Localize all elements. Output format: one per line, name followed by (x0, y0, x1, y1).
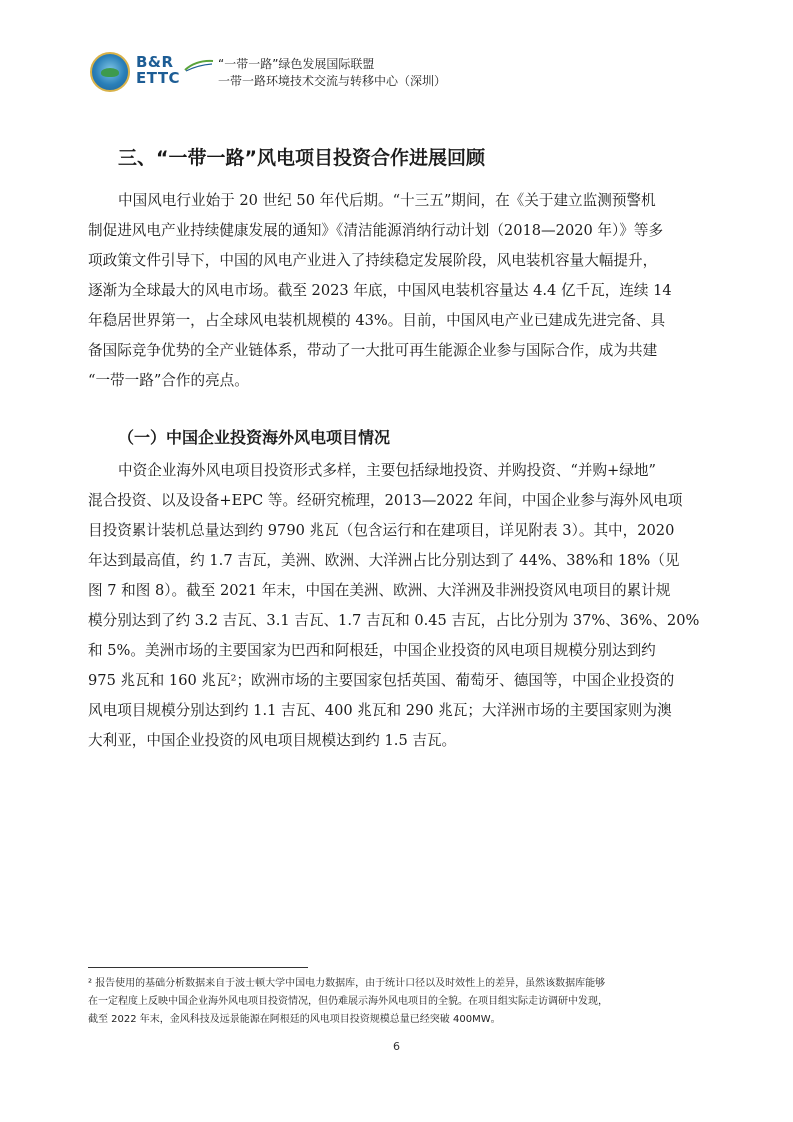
investment-paragraph (88, 456, 699, 756)
logo-line1: B&R (136, 53, 174, 71)
page-number: 6 (393, 1040, 400, 1053)
logo-line2: ETTC (136, 69, 181, 87)
footnote-divider (88, 967, 308, 968)
org-line1: “一带一路”绿色发展国际联盟 (218, 57, 375, 71)
footnote (88, 975, 608, 1029)
paragraph-line: 风电项目规模分别达到约 1.1 吉瓦、400 兆瓦和 290 兆瓦；大洋洲市场的主要国家则为澳 (88, 702, 672, 719)
paragraph-line: 年稳居世界第一，占全球风电装机规模的 43%。目前，中国风电产业已建成先进完备、具 (88, 312, 666, 329)
logo-text (136, 54, 180, 86)
paragraph-line: 制促进风电产业持续健康发展的通知》《清洁能源消纳行动计划（2018—2020 年）》等多 (88, 222, 664, 239)
section-title: 三、“一带一路”风电项目投资合作进展回顾 (118, 147, 485, 169)
globe-logo-icon (90, 52, 130, 92)
paragraph-line: 大利亚，中国企业投资的风电项目规模达到约 1.5 吉瓦。 (88, 732, 457, 749)
paragraph-line: 模分别达到了约 3.2 吉瓦、3.1 吉瓦、1.7 吉瓦和 0.45 吉瓦，占比分别为 37%、36%、20% (88, 612, 700, 629)
footnote-line: ² 报告使用的基础分析数据来自于波士顿大学中国电力数据库，由于统计口径以及时效性上的差异，虽然该数据库能够 (88, 978, 606, 989)
footnote-line: 在一定程度上反映中国企业海外风电项目投资情况，但仍难展示海外风电项目的全貌。在项目组实际走访调研中发现， (88, 996, 608, 1007)
paragraph-line: 中国风电行业始于 20 世纪 50 年代后期。“十三五”期间，在《关于建立监测预警机 (118, 192, 656, 209)
paragraph-line: 逐渐为全球最大的风电市场。截至 2023 年底，中国风电装机容量达 4.4 亿千瓦，连续 14 (88, 282, 672, 299)
organization-names (218, 56, 446, 90)
paragraph-line: 年达到最高值，约 1.7 吉瓦，美洲、欧洲、大洋洲占比分别达到了 44%、38%和 18%（见 (88, 552, 680, 569)
subsection-title: （一）中国企业投资海外风电项目情况 (118, 428, 391, 447)
paragraph-line: 和 5%。美洲市场的主要国家为巴西和阿根廷，中国企业投资的风电项目规模分别达到约 (88, 642, 656, 659)
paragraph-line: 备国际竞争优势的全产业链体系，带动了一大批可再生能源企业参与国际合作，成为共建 (88, 342, 658, 359)
page-header (90, 52, 510, 96)
paragraph-line: 图 7 和图 8）。截至 2021 年末，中国在美洲、欧洲、大洋洲及非洲投资风电项目的累计规 (88, 582, 671, 599)
paragraph-line: 项政策文件引导下，中国的风电产业进入了持续稳定发展阶段，风电装机容量大幅提升， (88, 252, 658, 269)
paragraph-line: “一带一路”合作的亮点。 (88, 372, 249, 389)
leaf-swoosh-icon (184, 58, 214, 72)
footnote-line: 截至 2022 年末，金风科技及远景能源在阿根廷的风电项目投资规模总量已经突破 400MW。 (88, 1014, 501, 1025)
org-line2: 一带一路环境技术交流与转移中心（深圳） (218, 74, 447, 88)
intro-paragraph (88, 186, 672, 396)
paragraph-line: 中资企业海外风电项目投资形式多样，主要包括绿地投资、并购投资、“并购+绿地” (118, 462, 656, 479)
paragraph-line: 目投资累计装机总量达到约 9790 兆瓦（包含运行和在建项目，详见附表 3）。其中，2020 (88, 522, 675, 539)
paragraph-line: 混合投资、以及设备+EPC 等。经研究梳理，2013—2022 年间，中国企业参与海外风电项 (88, 492, 683, 509)
paragraph-line: 975 兆瓦和 160 兆瓦²；欧洲市场的主要国家包括英国、葡萄牙、德国等，中国企业投资的 (88, 672, 675, 689)
